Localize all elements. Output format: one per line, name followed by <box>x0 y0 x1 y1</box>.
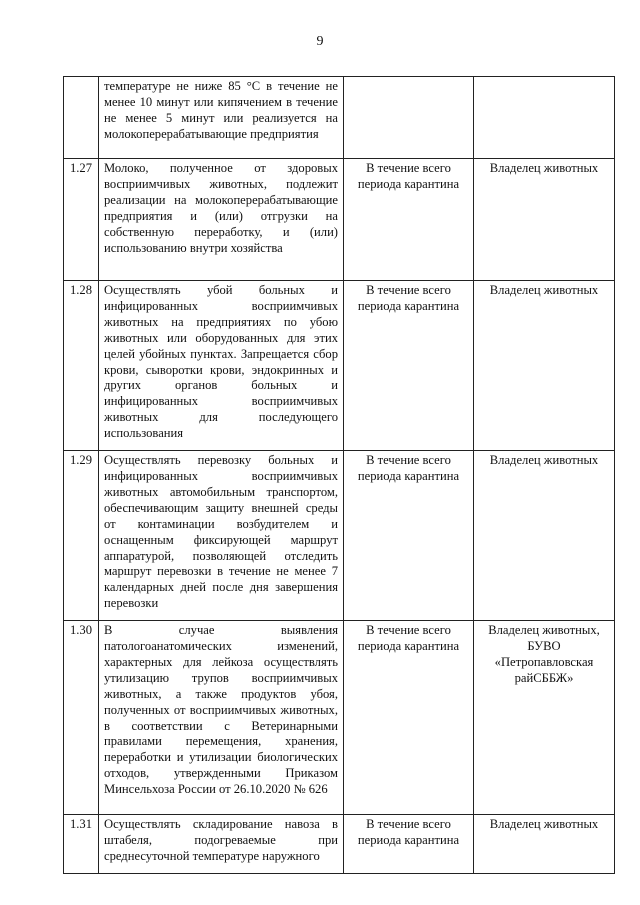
row-description: Осуществлять перевозку больных и инфицированных восприимчивых животных автомобильным транспортом, обеспечивающим защиту внешней среды от контаминации возбудителем и оснащенным фиксирующей маршрут аппаратурой, позволяющей отследить маршрут перевозки в течение не менее 7 календарных дней после дня завершения перевозки <box>99 451 344 621</box>
row-responsible: Владелец животных <box>474 281 615 451</box>
row-responsible <box>474 77 615 159</box>
row-term: В течение всего периода карантина <box>344 815 474 874</box>
row-description: В случае выявления патологоанатомических изменений, характерных для лейкоза осуществлять утилизацию трупов восприимчивых животных, а также продуктов убоя, полученных от восприимчивых животных, в соответствии с Ветеринарными правилами перемещения, хранения, переработки и утилизации биологических отходов, утвержденными Приказом Минсельхоза России от 26.10.2020 № 626 <box>99 621 344 815</box>
row-term: В течение всего периода карантина <box>344 621 474 815</box>
row-number: 1.27 <box>64 159 99 281</box>
table-row <box>64 815 615 874</box>
row-term: В течение всего периода карантина <box>344 159 474 281</box>
table-row <box>64 621 615 815</box>
measures-table <box>63 76 615 874</box>
row-description: Молоко, полученное от здоровых восприимчивых животных, подлежит реализации на молокоперерабатывающие предприятия и (или) отгрузки на собственную переработку, и (или) использованию внутри хозяйства <box>99 159 344 281</box>
row-responsible: Владелец животных <box>474 451 615 621</box>
row-responsible: Владелец животных <box>474 815 615 874</box>
row-number: 1.29 <box>64 451 99 621</box>
row-description: Осуществлять убой больных и инфицированных восприимчивых животных на предприятиях по убою животных или оборудованных для этих целей убойных пунктах. Запрещается сбор крови, сыворотки крови, эндокринных и других органов больных и инфицированных восприимчивых животных для последующего использования <box>99 281 344 451</box>
page-number: 9 <box>316 34 324 49</box>
table-row <box>64 159 615 281</box>
table-row <box>64 451 615 621</box>
row-term <box>344 77 474 159</box>
row-description: температуре не ниже 85 °С в течение не менее 10 минут или кипячением в течение не менее 5 минут или реализуется на молокоперерабатывающие предприятия <box>99 77 344 159</box>
row-responsible: Владелец животных <box>474 159 615 281</box>
row-responsible: Владелец животных, БУВО «Петропавловская райСББЖ» <box>474 621 615 815</box>
row-term: В течение всего периода карантина <box>344 281 474 451</box>
table-row <box>64 281 615 451</box>
row-term: В течение всего периода карантина <box>344 451 474 621</box>
row-number: 1.30 <box>64 621 99 815</box>
row-description: Осуществлять складирование навоза в штабеля, подогреваемые при среднесуточной температуре наружного <box>99 815 344 874</box>
row-number <box>64 77 99 159</box>
row-number: 1.31 <box>64 815 99 874</box>
table-row <box>64 77 615 159</box>
row-number: 1.28 <box>64 281 99 451</box>
